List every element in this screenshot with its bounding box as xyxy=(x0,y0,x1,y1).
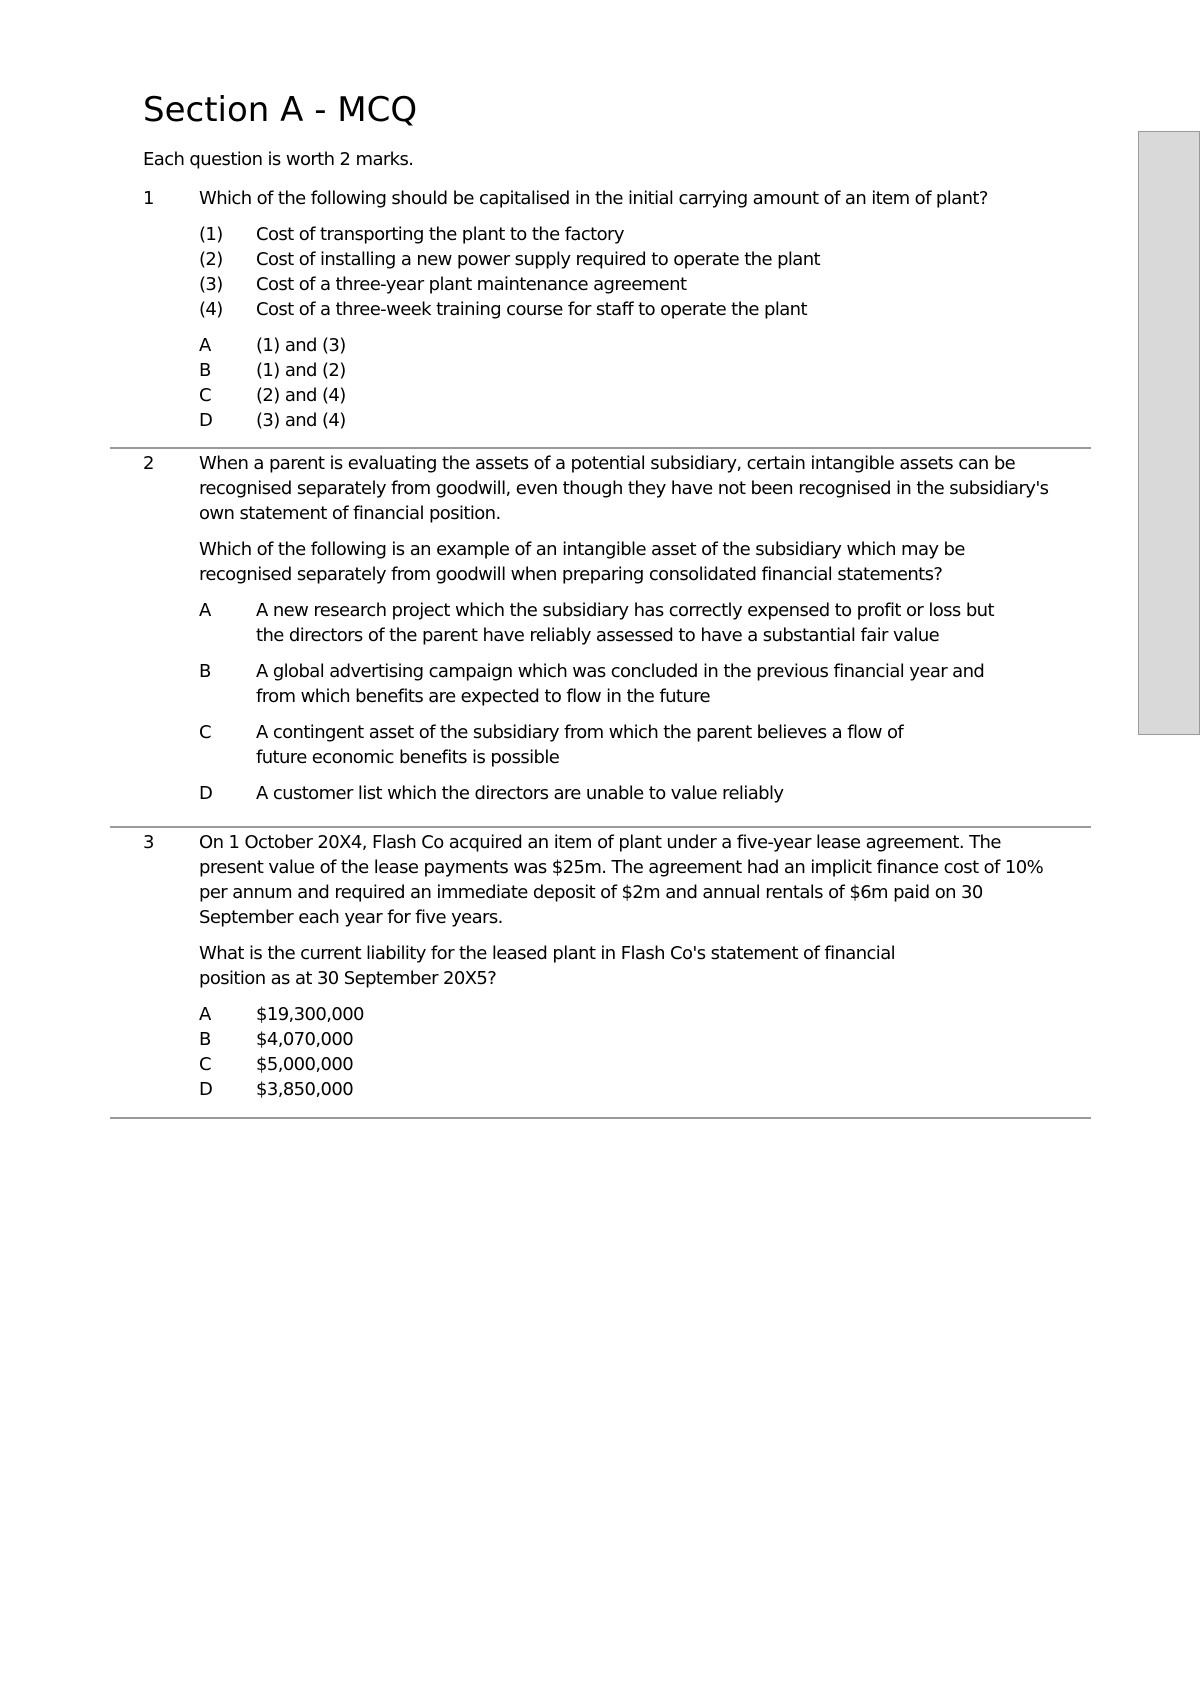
option-label: A xyxy=(199,335,211,356)
answer-option-b xyxy=(199,1027,1059,1052)
side-tab xyxy=(1138,131,1200,735)
question-body xyxy=(199,186,1059,444)
answer-option-d xyxy=(199,781,1059,806)
option-text: $19,300,000 xyxy=(256,1004,364,1025)
option-label: B xyxy=(199,1029,211,1050)
statement-item xyxy=(199,247,1059,272)
option-text: (2) and (4) xyxy=(256,385,346,406)
option-label: C xyxy=(199,1054,211,1075)
option-text: $4,070,000 xyxy=(256,1029,354,1050)
statement-item xyxy=(199,272,1059,297)
option-label: D xyxy=(199,410,213,431)
statement-label: (2) xyxy=(199,249,223,270)
option-label: A xyxy=(199,600,211,621)
statement-label: (1) xyxy=(199,224,223,245)
statement-item xyxy=(199,297,1059,322)
question-divider xyxy=(110,1117,1091,1119)
option-text: A contingent asset of the subsidiary from which the parent believes a flow of future economic benefits is possible xyxy=(256,722,904,768)
option-text: (3) and (4) xyxy=(256,410,346,431)
statement-text: Cost of transporting the plant to the factory xyxy=(256,224,624,245)
question-number: 3 xyxy=(143,832,154,853)
question-stem: What is the current liability for the leased plant in Flash Co's statement of financial position as at 30 September 20X5? xyxy=(199,943,896,989)
answer-option-c xyxy=(199,383,1059,408)
question-context: When a parent is evaluating the assets of a potential subsidiary, certain intangible assets can be recognised separately from goodwill, even though they have not been recognised in the subsidiary's own statement of financial position. xyxy=(199,453,1049,524)
answer-option-a xyxy=(199,333,1059,358)
option-text: (1) and (2) xyxy=(256,360,346,381)
question-context: On 1 October 20X4, Flash Co acquired an item of plant under a five-year lease agreement. The present value of the lease payments was $25m. The agreement had an implicit finance cost of 10% per annum and required an immediate deposit of $2m and annual rentals of $6m paid on 30 September each year for five years. xyxy=(199,832,1044,928)
question-number: 1 xyxy=(143,188,154,209)
option-text: $5,000,000 xyxy=(256,1054,354,1075)
option-text: A new research project which the subsidiary has correctly expensed to profit or loss but the directors of the parent have reliably assessed to have a substantial fair value xyxy=(256,600,994,646)
statement-text: Cost of a three-year plant maintenance agreement xyxy=(256,274,687,295)
question-body xyxy=(199,451,1059,817)
question-divider xyxy=(110,826,1091,828)
option-label: A xyxy=(199,1004,211,1025)
answer-option-b xyxy=(199,659,1059,709)
answer-option-d xyxy=(199,1077,1059,1102)
option-text: A customer list which the directors are unable to value reliably xyxy=(256,783,784,804)
answer-option-b xyxy=(199,358,1059,383)
section-intro: Each question is worth 2 marks. xyxy=(143,149,414,170)
statement-text: Cost of a three-week training course for staff to operate the plant xyxy=(256,299,807,320)
option-text: (1) and (3) xyxy=(256,335,346,356)
answer-option-c xyxy=(199,720,1059,770)
option-label: D xyxy=(199,1079,213,1100)
answer-option-a xyxy=(199,598,1059,648)
statement-label: (3) xyxy=(199,274,223,295)
option-label: C xyxy=(199,385,211,406)
statement-list xyxy=(199,222,1059,322)
option-text: $3,850,000 xyxy=(256,1079,354,1100)
answer-option-c xyxy=(199,1052,1059,1077)
question-stem: Which of the following should be capitalised in the initial carrying amount of an item of plant? xyxy=(199,188,988,209)
question-number: 2 xyxy=(143,453,154,474)
answer-options xyxy=(199,1002,1059,1102)
statement-label: (4) xyxy=(199,299,223,320)
option-label: B xyxy=(199,360,211,381)
question-body xyxy=(199,830,1059,1113)
answer-option-a xyxy=(199,1002,1059,1027)
statement-item xyxy=(199,222,1059,247)
section-title: Section A - MCQ xyxy=(143,90,418,130)
option-text: A global advertising campaign which was concluded in the previous financial year and from which benefits are expected to flow in the future xyxy=(256,661,985,707)
question-divider xyxy=(110,447,1091,449)
option-label: D xyxy=(199,783,213,804)
option-label: C xyxy=(199,722,211,743)
question-stem: Which of the following is an example of an intangible asset of the subsidiary which may be recognised separately from goodwill when preparing consolidated financial statements? xyxy=(199,539,965,585)
option-label: B xyxy=(199,661,211,682)
answer-option-d xyxy=(199,408,1059,433)
statement-text: Cost of installing a new power supply required to operate the plant xyxy=(256,249,821,270)
answer-options xyxy=(199,333,1059,433)
